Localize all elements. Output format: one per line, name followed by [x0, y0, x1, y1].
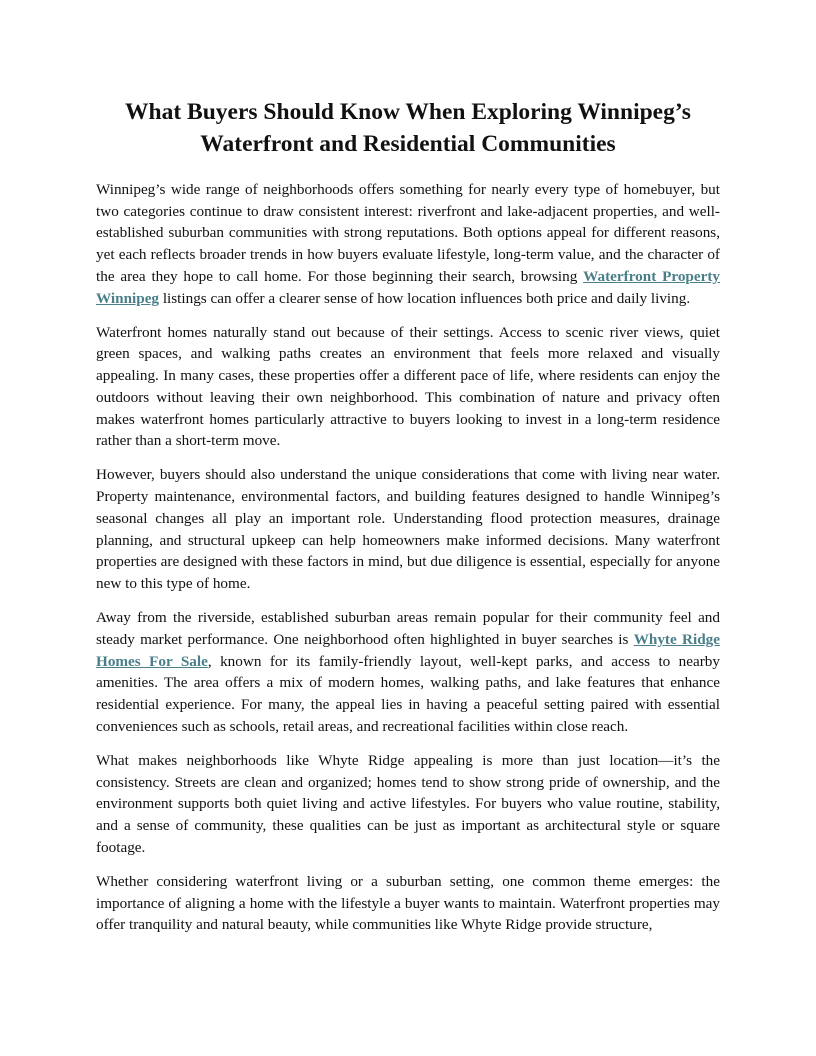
paragraph-3: However, buyers should also understand the unique considerations that come with living near water. Property maintenance, environmental factors, and building features designed to handle Winnipeg’s seasonal changes all play an important role. Understanding flood protection measures, drainage planning, and structural upkeep can help homeowners make informed decisions. Many waterfront properties are designed with these factors in mind, but due diligence is essential, especially for anyone new to this type of home.: [96, 466, 720, 592]
paragraph-1: [96, 179, 720, 309]
paragraph-5: What makes neighborhoods like Whyte Ridge appealing is more than just location—it’s the consistency. Streets are clean and organized; homes tend to show strong pride of ownership, and the environment supports both quiet living and active lifestyles. For buyers who value routine, stability, and a sense of community, these qualities can be just as important as architectural style or square footage.: [96, 751, 720, 856]
document-page: [96, 96, 720, 949]
document-title: [96, 96, 720, 160]
paragraph-2: Waterfront homes naturally stand out because of their settings. Access to scenic river views, quiet green spaces, and walking paths creates an environment that feels more relaxed and visually appealing. In many cases, these properties offer a different pace of life, where residents can enjoy the outdoors without leaving their own neighborhood. This combination of nature and privacy often makes waterfront homes particularly attractive to buyers looking to invest in a long-term residence rather than a short-term move.: [96, 323, 720, 450]
title-line-1: What Buyers Should Know When Exploring Winnipeg’s: [125, 99, 691, 125]
paragraph-4: [96, 607, 720, 737]
paragraph-text: listings can offer a clearer sense of how location influences both price and daily living.: [159, 289, 691, 307]
paragraph-text: Winnipeg’s wide range of neighborhoods offers something for nearly every type of homebuyer, but two categories continue to draw consistent interest: riverfront and lake-adjacent properties, and well-established suburban communities with strong reputations. Both options appeal for different reasons, yet each reflects broader trends in how buyers evaluate lifestyle, long-term value, and the character of the area they hope to call home. For those beginning their search, browsing: [96, 181, 720, 285]
paragraph-text: Away from the riverside, established suburban areas remain popular for their community feel and steady market performance. One neighborhood often highlighted in buyer searches is: [96, 609, 720, 648]
whyte-ridge-link[interactable]: Whyte Ridge Homes For Sale: [96, 630, 720, 670]
waterfront-property-link[interactable]: Waterfront Property Winnipeg: [96, 267, 720, 307]
paragraph-text: , known for its family-friendly layout, well-kept parks, and access to nearby amenities. The area offers a mix of modern homes, walking paths, and lake features that enhance residential experience. For many, the appeal lies in having a peaceful setting paired with essential conveniences such as schools, retail areas, and recreational facilities within close reach.: [96, 652, 720, 735]
paragraph-6: Whether considering waterfront living or a suburban setting, one common theme emerges: the importance of aligning a home with the lifestyle a buyer wants to maintain. Waterfront properties may offer tranquility and natural beauty, while communities like Whyte Ridge provide structure,: [96, 872, 720, 934]
title-line-2: Waterfront and Residential Communities: [200, 131, 616, 157]
